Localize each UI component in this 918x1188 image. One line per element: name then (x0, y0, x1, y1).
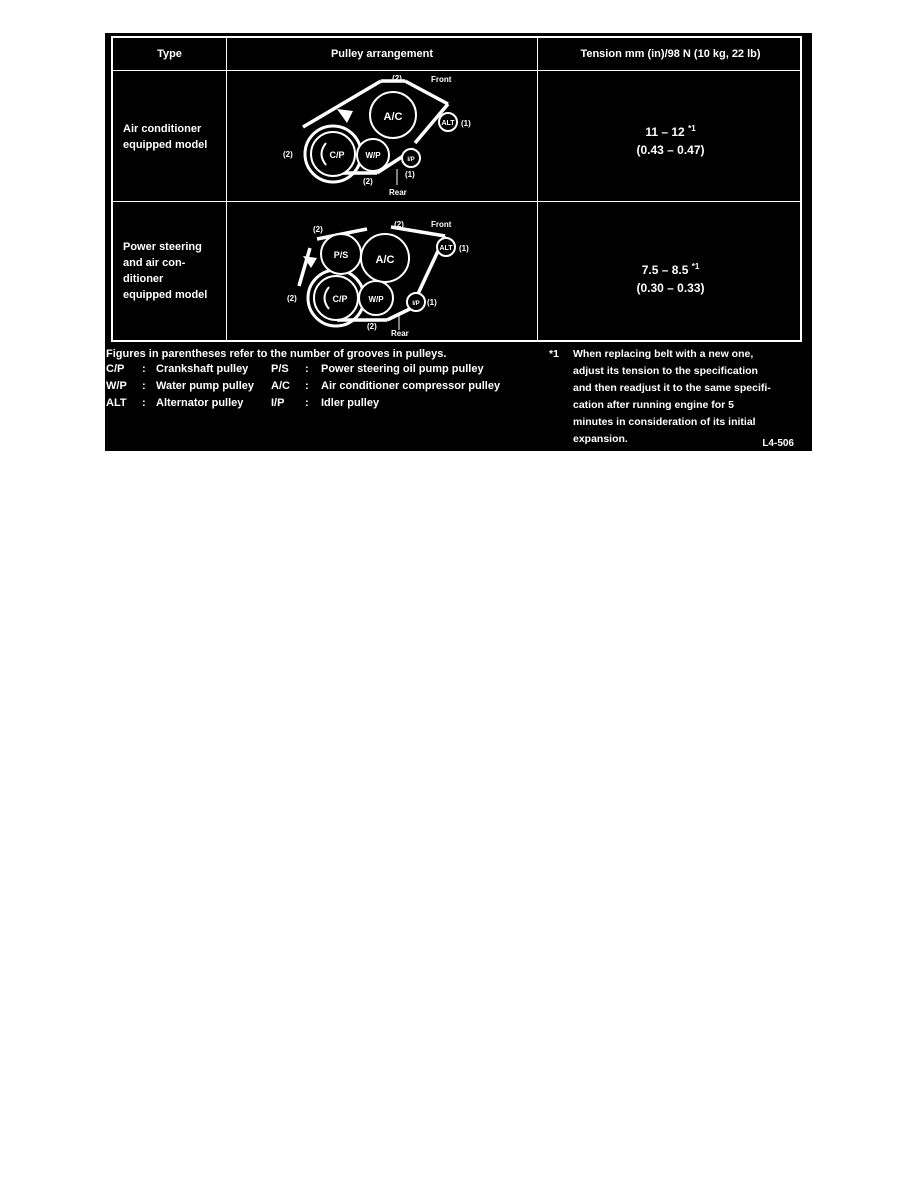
label-ac: A/C (375, 254, 395, 266)
groove-bottom: (2) (367, 322, 377, 331)
footnote-line: expansion. (573, 433, 628, 445)
label-wp: W/P (368, 295, 384, 304)
groove-cp: (2) (287, 294, 297, 303)
footnote-line: When replacing belt with a new one, (573, 348, 754, 360)
row2-belt-diagram (227, 202, 537, 342)
row1-tension (538, 120, 803, 159)
groove-cp: (2) (283, 150, 293, 159)
belt-segment (303, 81, 381, 127)
groove-ip: (1) (405, 170, 415, 179)
header-type: Type (157, 48, 182, 60)
row1-type-line: equipped model (123, 139, 208, 151)
belt-direction-arrow-icon (337, 109, 353, 123)
row1-tension-mm: 11 – 12 (645, 125, 685, 139)
label-ip: I/P (412, 301, 420, 307)
figure-id: L4-506 (762, 438, 794, 449)
row2-tension (538, 258, 803, 297)
legend-intro: Figures in parentheses refer to the number of grooves in pulleys. (106, 348, 447, 360)
footnote-line: cation after running engine for 5 (573, 399, 735, 411)
label-ip: I/P (407, 157, 415, 163)
label-front: Front (431, 75, 452, 84)
legend-item-ip: I/P : Idler pulley (271, 397, 380, 409)
legend-item-cp: C/P : Crankshaft pulley (106, 363, 249, 375)
label-front: Front (431, 220, 452, 229)
groove-bottom: (2) (363, 177, 373, 186)
legend-item-wp: W/P : Water pump pulley (106, 380, 254, 392)
legend-item-ac: A/C : Air conditioner compressor pulley (271, 380, 501, 392)
label-alt: ALT (439, 245, 453, 252)
legend-item-ps: P/S : Power steering oil pump pulley (271, 363, 484, 375)
label-cp: C/P (332, 294, 348, 304)
groove-ps: (2) (313, 225, 323, 234)
label-wp: W/P (365, 151, 381, 160)
label-rear: Rear (391, 329, 409, 338)
row1-tension-in: (0.43 – 0.47) (636, 143, 705, 157)
row2-type-line: and air con- (123, 257, 186, 269)
groove-alt: (1) (459, 244, 469, 253)
label-rear: Rear (389, 188, 407, 197)
label-cp: C/P (329, 150, 345, 160)
row2-note-mark: *1 (691, 262, 700, 271)
groove-ac: (2) (392, 74, 402, 83)
groove-ip: (1) (427, 298, 437, 307)
groove-alt: (1) (461, 119, 471, 128)
belt-tension-figure (105, 33, 812, 451)
footnote-text (573, 346, 809, 448)
row1-type (123, 121, 207, 153)
row1-belt-diagram (227, 71, 537, 201)
label-ac: A/C (383, 111, 403, 123)
row2-type (123, 239, 207, 303)
row1-note-mark: *1 (688, 124, 696, 133)
belt-segment (299, 248, 310, 286)
footnote-mark: *1 (549, 348, 559, 360)
label-ps: P/S (333, 250, 349, 260)
row2-tension-in: (0.30 – 0.33) (636, 281, 705, 295)
footnote-line: minutes in consideration of its initial (573, 416, 756, 428)
tension-table (111, 36, 802, 342)
row2-tension-mm: 7.5 – 8.5 (641, 263, 689, 277)
row2-type-line: equipped model (123, 289, 208, 301)
row2-type-line: ditioner (123, 273, 164, 285)
footnote-line: and then readjust it to the same specifi- (573, 382, 771, 394)
row2-type-line: Power steering (123, 241, 202, 253)
legend-item-alt: ALT : Alternator pulley (106, 397, 244, 409)
groove-ac: (2) (394, 220, 404, 229)
row1-type-line: Air conditioner (123, 123, 202, 135)
header-pulley-arrangement: Pulley arrangement (330, 48, 434, 60)
header-tension: Tension mm (in)/98 N (10 kg, 22 lb) (580, 48, 761, 60)
footnote-line: adjust its tension to the specification (573, 365, 758, 377)
label-alt: ALT (441, 120, 455, 127)
